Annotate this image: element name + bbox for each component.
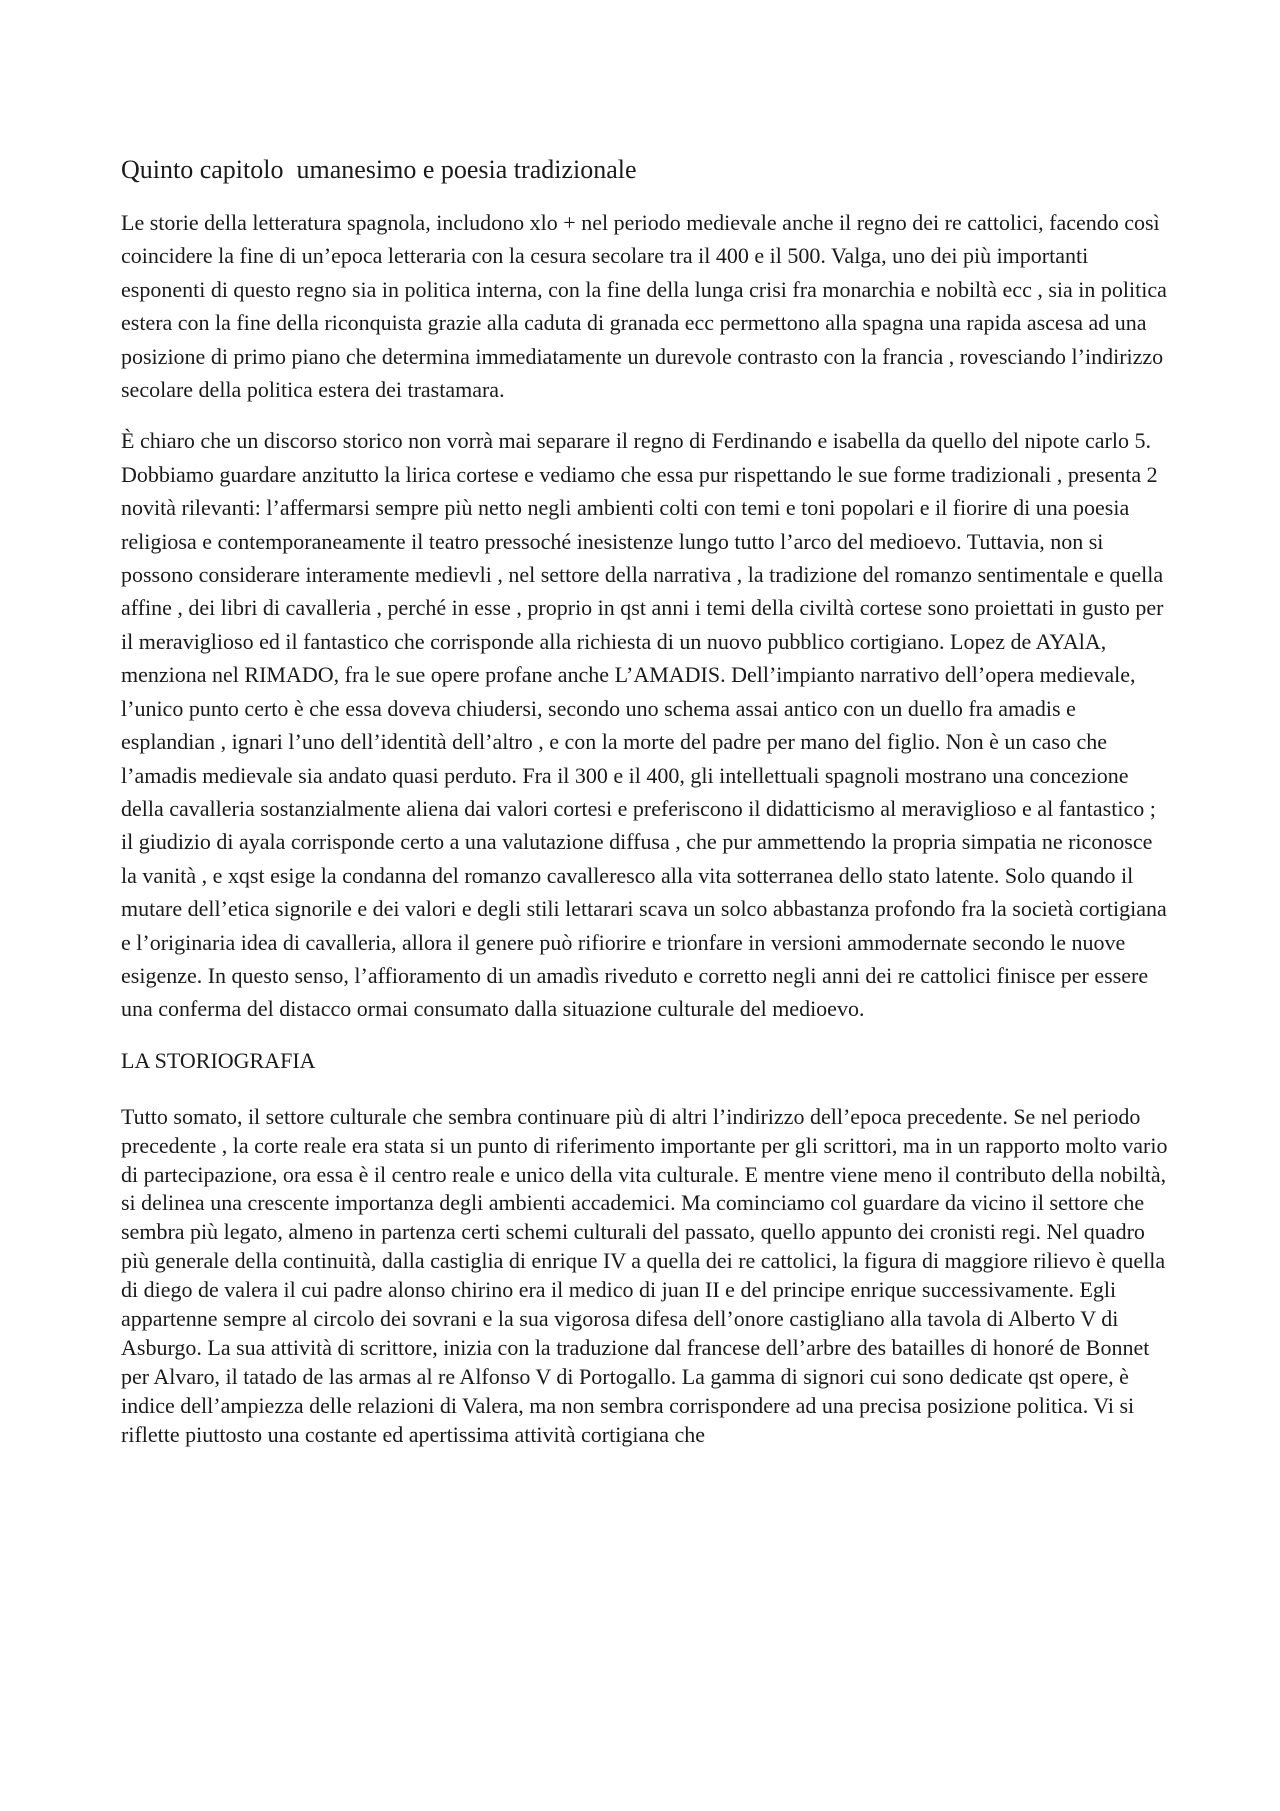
chapter-title: Quinto capitolo umanesimo e poesia tradizionale [121, 155, 637, 184]
paragraph-3: Tutto somato, il settore culturale che sembra continuare più di altri l’indirizzo dell’epoca precedente. Se nel periodo precedente , la corte reale era stata si un punto di riferimento importante per gli scrittori, ma in un rapporto molto vario di partecipazione, ora essa è il centro reale e unico della vita culturale. E mentre viene meno il contributo della nobiltà, si delinea una crescente importanza degli ambienti accademici. Ma cominciamo col guardare da vicino il settore che sembra più legato, almeno in partenza certi schemi culturali del passato, quello appunto dei cronisti regi. Nel quadro più generale della continuità, dalla castiglia di enrique IV a quella dei re cattolici, la figura di maggiore rilievo è quella di diego de valera il cui padre alonso chirino era il medico di juan II e del principe enrique successivamente. Egli appartenne sempre al circolo dei sovrani e la sua vigorosa difesa dell’onore castigliano alla tavola di Alberto V di Asburgo. La sua attività di scrittore, inizia con la traduzione dal francese dell’arbre des batailles di honoré de Bonnet per Alvaro, il tatado de las armas al re Alfonso V di Portogallo. La gamma di signori cui sono dedicate qst opere, è indice dell’ampiezza delle relazioni di Valera, ma non sembra corrispondere ad una precisa posizione politica. Vi si riflette piuttosto una costante ed apertissima attività cortigiana che [121, 1103, 1168, 1447]
document-page [121, 150, 1171, 1468]
section-heading-storiografia: LA STORIOGRAFIA [121, 1047, 316, 1073]
paragraph-2: È chiaro che un discorso storico non vorrà mai separare il regno di Ferdinando e isabella da quello del nipote carlo 5. Dobbiamo guardare anzitutto la lirica cortese e vediamo che essa pur rispettando le sue forme tradizionali , presenta 2 novità rilevanti: l’affermarsi sempre più netto negli ambienti colti con temi e toni popolari e il fiorire di una poesia religiosa e contemporaneamente il teatro pressoché inesistenze lungo tutto l’arco del medioevo. Tuttavia, non si possono considerare interamente medievli , nel settore della narrativa , la tradizione del romanzo sentimentale e quella affine , dei libri di cavalleria , perché in esse , proprio in qst anni i temi della civiltà cortese sono proiettati in gusto per il meraviglioso ed il fantastico che corrisponde alla richiesta di un nuovo pubblico cortigiano. Lopez de AYAlA, menziona nel RIMADO, fra le sue opere profane anche L’AMADIS. Dell’impianto narrativo dell’opera medievale, l’unico punto certo è che essa doveva chiudersi, secondo uno schema assai antico con un duello fra amadis e esplandian , ignari l’uno dell’identità dell’altro , e con la morte del padre per mano del figlio. Non è un caso che l’amadis medievale sia andato quasi perduto. Fra il 300 e il 400, gli intellettuali spagnoli mostrano una concezione della cavalleria sostanzialmente aliena dai valori cortesi e preferiscono il didatticismo al meraviglioso e al fantastico ; il giudizio di ayala corrisponde certo a una valutazione diffusa , che pur ammettendo la propria simpatia ne riconosce la vanità , e xqst esige la condanna del romanzo cavalleresco alla vita sotterranea dello stato latente. Solo quando il mutare dell’etica signorile e dei valori e degli stili lettarari scava un solco abbastanza profondo fra la società cortigiana e l’originaria idea di cavalleria, allora il genere può rifiorire e trionfare in versioni ammodernate secondo le nuove esigenze. In questo senso, l’affioramento di un amadìs riveduto e corretto negli anni dei re cattolici finisce per essere una conferma del distacco ormai consumato dalla situazione culturale del medioevo. [121, 428, 1167, 1022]
paragraph-1: Le storie della letteratura spagnola, includono xlo + nel periodo medievale anche il regno dei re cattolici, facendo così coincidere la fine di un’epoca letteraria con la cesura secolare tra il 400 e il 500. Valga, uno dei più importanti esponenti di questo regno sia in politica interna, con la fine della lunga crisi fra monarchia e nobiltà ecc , sia in politica estera con la fine della riconquista grazie alla caduta di granada ecc permettono alla spagna una rapida ascesa ad una posizione di primo piano che determina immediatamente un durevole contrasto con la francia , rovesciando l’indirizzo secolare della politica estera dei trastamara. [121, 210, 1167, 403]
